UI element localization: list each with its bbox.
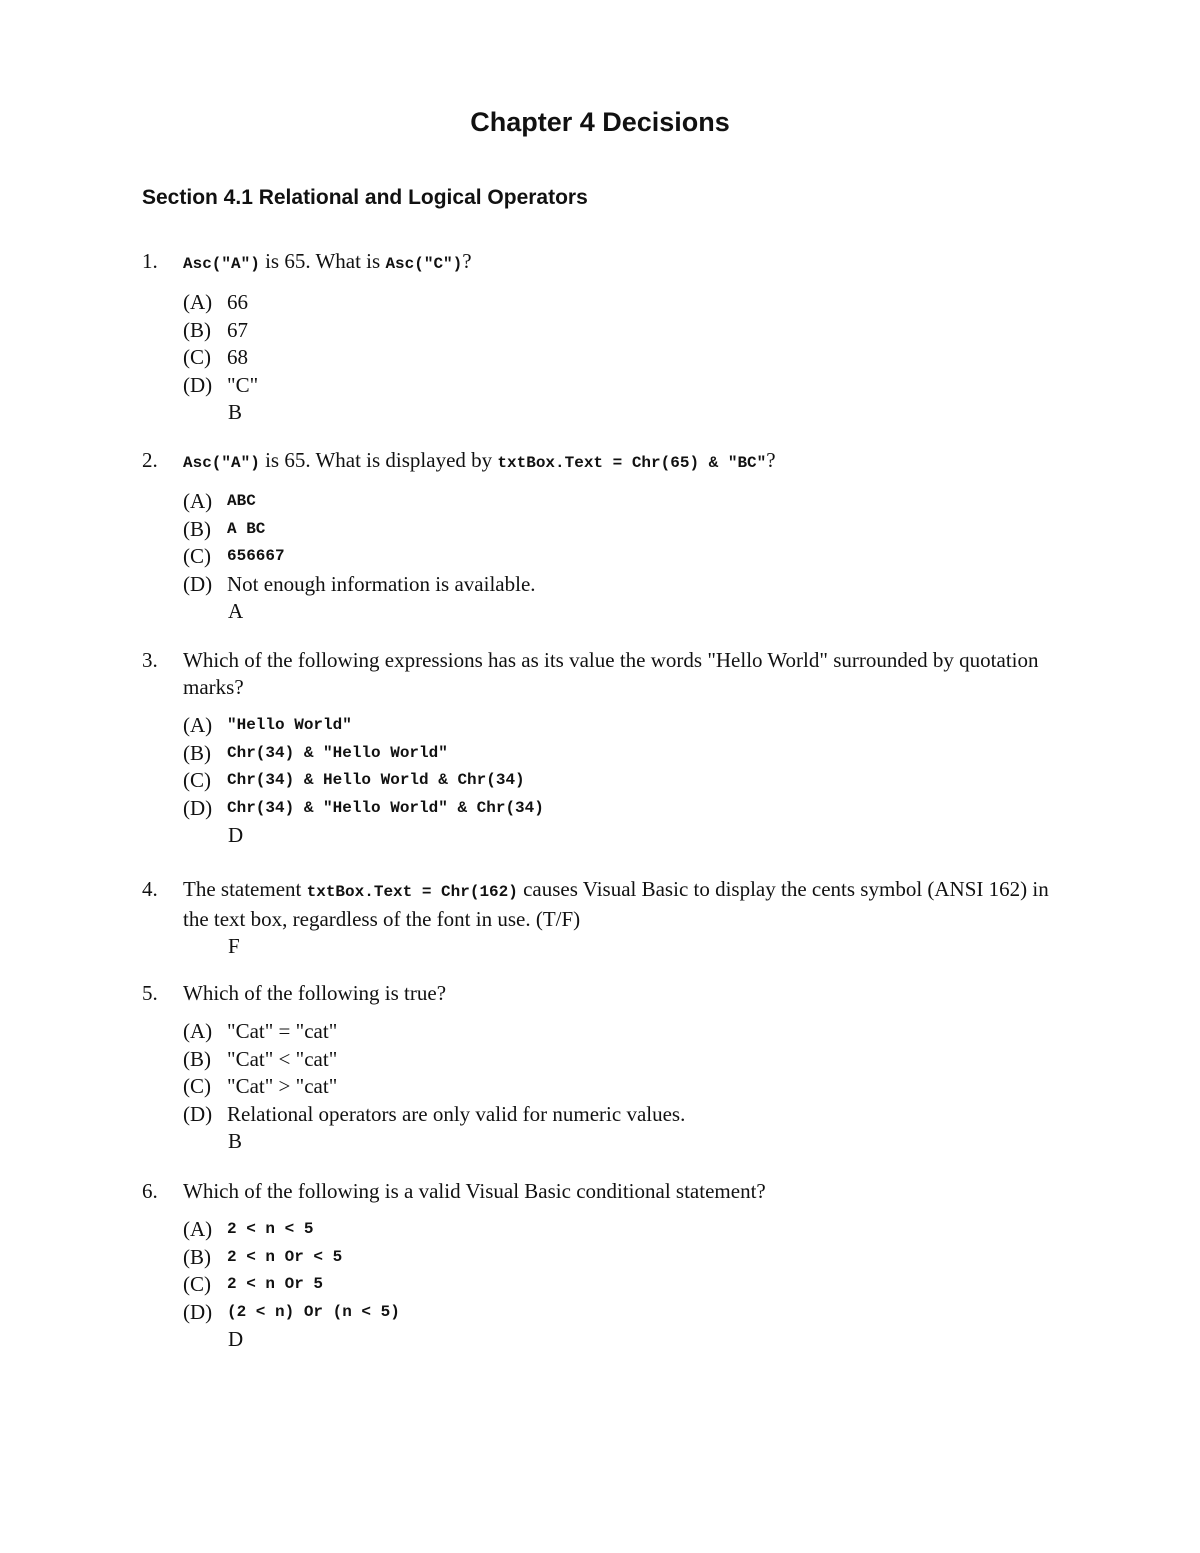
code-snippet: Asc("A") [183, 454, 260, 472]
option-label: (B) [183, 516, 211, 541]
chapter-title: Chapter 4 Decisions [470, 107, 730, 137]
question-number: 1. [142, 249, 158, 273]
option-text: "Cat" > "cat" [227, 1074, 338, 1098]
option-item [183, 1073, 1072, 1101]
question-line [142, 248, 1072, 278]
option-code: Chr(34) & Hello World & Chr(34) [227, 771, 525, 789]
stem-text: is 65. What is displayed by [259, 448, 498, 472]
options-list [183, 488, 1072, 598]
option-label: (D) [183, 795, 213, 820]
option-text: Relational operators are only valid for numeric values. [227, 1101, 686, 1126]
question-text [183, 1178, 1072, 1205]
option-code: Chr(34) & "Hello World" [227, 743, 448, 762]
question-text [183, 876, 1072, 933]
option-item [183, 795, 1072, 823]
question-6 [142, 1178, 1072, 1353]
option-label: (C) [183, 345, 211, 369]
option-item [183, 1271, 1072, 1299]
stem-text: Which of the following is a valid Visual Basic conditional statement? [183, 1179, 766, 1203]
question-5 [142, 980, 1072, 1155]
options-list [183, 1216, 1072, 1326]
option-label: (A) [183, 713, 213, 737]
option-item [183, 1046, 1072, 1074]
option-item [183, 289, 1072, 317]
option-item [183, 740, 1072, 768]
answer-key: D [228, 823, 244, 847]
option-text: 67 [227, 317, 248, 342]
answer-key: B [228, 1129, 243, 1153]
option-code: "Hello World" [227, 716, 352, 734]
question-number: 2. [142, 448, 158, 472]
stem-text: is 65. What is [259, 249, 386, 273]
option-text: 66 [227, 290, 248, 314]
option-item [183, 767, 1072, 795]
option-label: (C) [183, 544, 211, 568]
answer-key: B [228, 400, 243, 424]
option-code: 2 < n < 5 [227, 1220, 314, 1238]
option-item [183, 488, 1072, 516]
option-text: "Cat" = "cat" [227, 1019, 338, 1043]
stem-text: ? [462, 249, 472, 273]
question-text [183, 447, 1072, 477]
option-text: "Cat" < "cat" [227, 1046, 338, 1071]
option-label: (B) [183, 740, 211, 765]
option-text: "C" [227, 372, 259, 397]
question-number: 5. [142, 981, 158, 1005]
option-code: 2 < n Or < 5 [227, 1247, 343, 1266]
code-snippet: Asc("C") [385, 255, 463, 273]
option-item [183, 1216, 1072, 1244]
option-item [183, 516, 1072, 544]
question-1 [142, 248, 1072, 426]
option-label: (A) [183, 1019, 213, 1043]
option-label: (C) [183, 768, 211, 792]
option-label: (A) [183, 1217, 213, 1241]
answer-key: D [228, 1327, 244, 1351]
option-item [183, 344, 1072, 372]
option-text: Not enough information is available. [227, 571, 536, 596]
option-item [183, 543, 1072, 571]
options-list [183, 1018, 1072, 1128]
options-list [183, 289, 1072, 399]
option-code: 2 < n Or 5 [227, 1275, 324, 1293]
question-text [183, 248, 1072, 278]
question-line [142, 447, 1072, 477]
option-code: ABC [227, 492, 256, 510]
option-label: (C) [183, 1272, 211, 1296]
option-item [183, 712, 1072, 740]
option-label: (B) [183, 1244, 211, 1269]
option-label: (D) [183, 1299, 213, 1324]
question-line [142, 1178, 1072, 1205]
question-2 [142, 447, 1072, 625]
section-title: Section 4.1 Relational and Logical Operators [142, 186, 588, 209]
option-code: A BC [227, 519, 266, 538]
stem-text: The statement [183, 877, 307, 901]
question-3 [142, 647, 1072, 849]
stem-text: causes Visual Basic to display the cents symbol (ANSI 162) in the text box, regardless of the font in use. (T/F) [183, 877, 1049, 931]
question-text [183, 647, 1072, 701]
option-item [183, 1299, 1072, 1327]
question-number: 4. [142, 877, 158, 901]
option-label: (A) [183, 290, 213, 314]
option-label: (D) [183, 1101, 213, 1126]
option-code: 656667 [227, 547, 285, 565]
code-snippet: txtBox.Text = Chr(162) [306, 883, 518, 901]
question-4 [142, 876, 1072, 960]
option-text: 68 [227, 345, 248, 369]
option-label: (D) [183, 571, 213, 596]
option-item [183, 571, 1072, 599]
option-item [183, 372, 1072, 400]
stem-text: Which of the following expressions has as its value the words "Hello World" surrounded by quotation marks? [183, 648, 1039, 699]
option-label: (C) [183, 1074, 211, 1098]
option-label: (A) [183, 489, 213, 513]
question-text [183, 980, 1072, 1007]
option-label: (B) [183, 1046, 211, 1071]
question-line [142, 647, 1072, 701]
code-snippet: Asc("A") [183, 255, 260, 273]
question-line [142, 980, 1072, 1007]
option-item [183, 317, 1072, 345]
option-item [183, 1101, 1072, 1129]
option-code: (2 < n) Or (n < 5) [227, 1302, 400, 1321]
option-label: (D) [183, 372, 213, 397]
answer-key: A [228, 599, 244, 623]
option-label: (B) [183, 317, 211, 342]
question-number: 3. [142, 648, 158, 672]
answer-key: F [228, 934, 240, 958]
option-code: Chr(34) & "Hello World" & Chr(34) [227, 798, 544, 817]
options-list [183, 712, 1072, 822]
question-line [142, 876, 1072, 933]
question-number: 6. [142, 1179, 158, 1203]
stem-text: ? [766, 448, 776, 472]
option-item [183, 1018, 1072, 1046]
option-item [183, 1244, 1072, 1272]
code-snippet: txtBox.Text = Chr(65) & "BC" [497, 454, 767, 472]
stem-text: Which of the following is true? [183, 981, 447, 1005]
